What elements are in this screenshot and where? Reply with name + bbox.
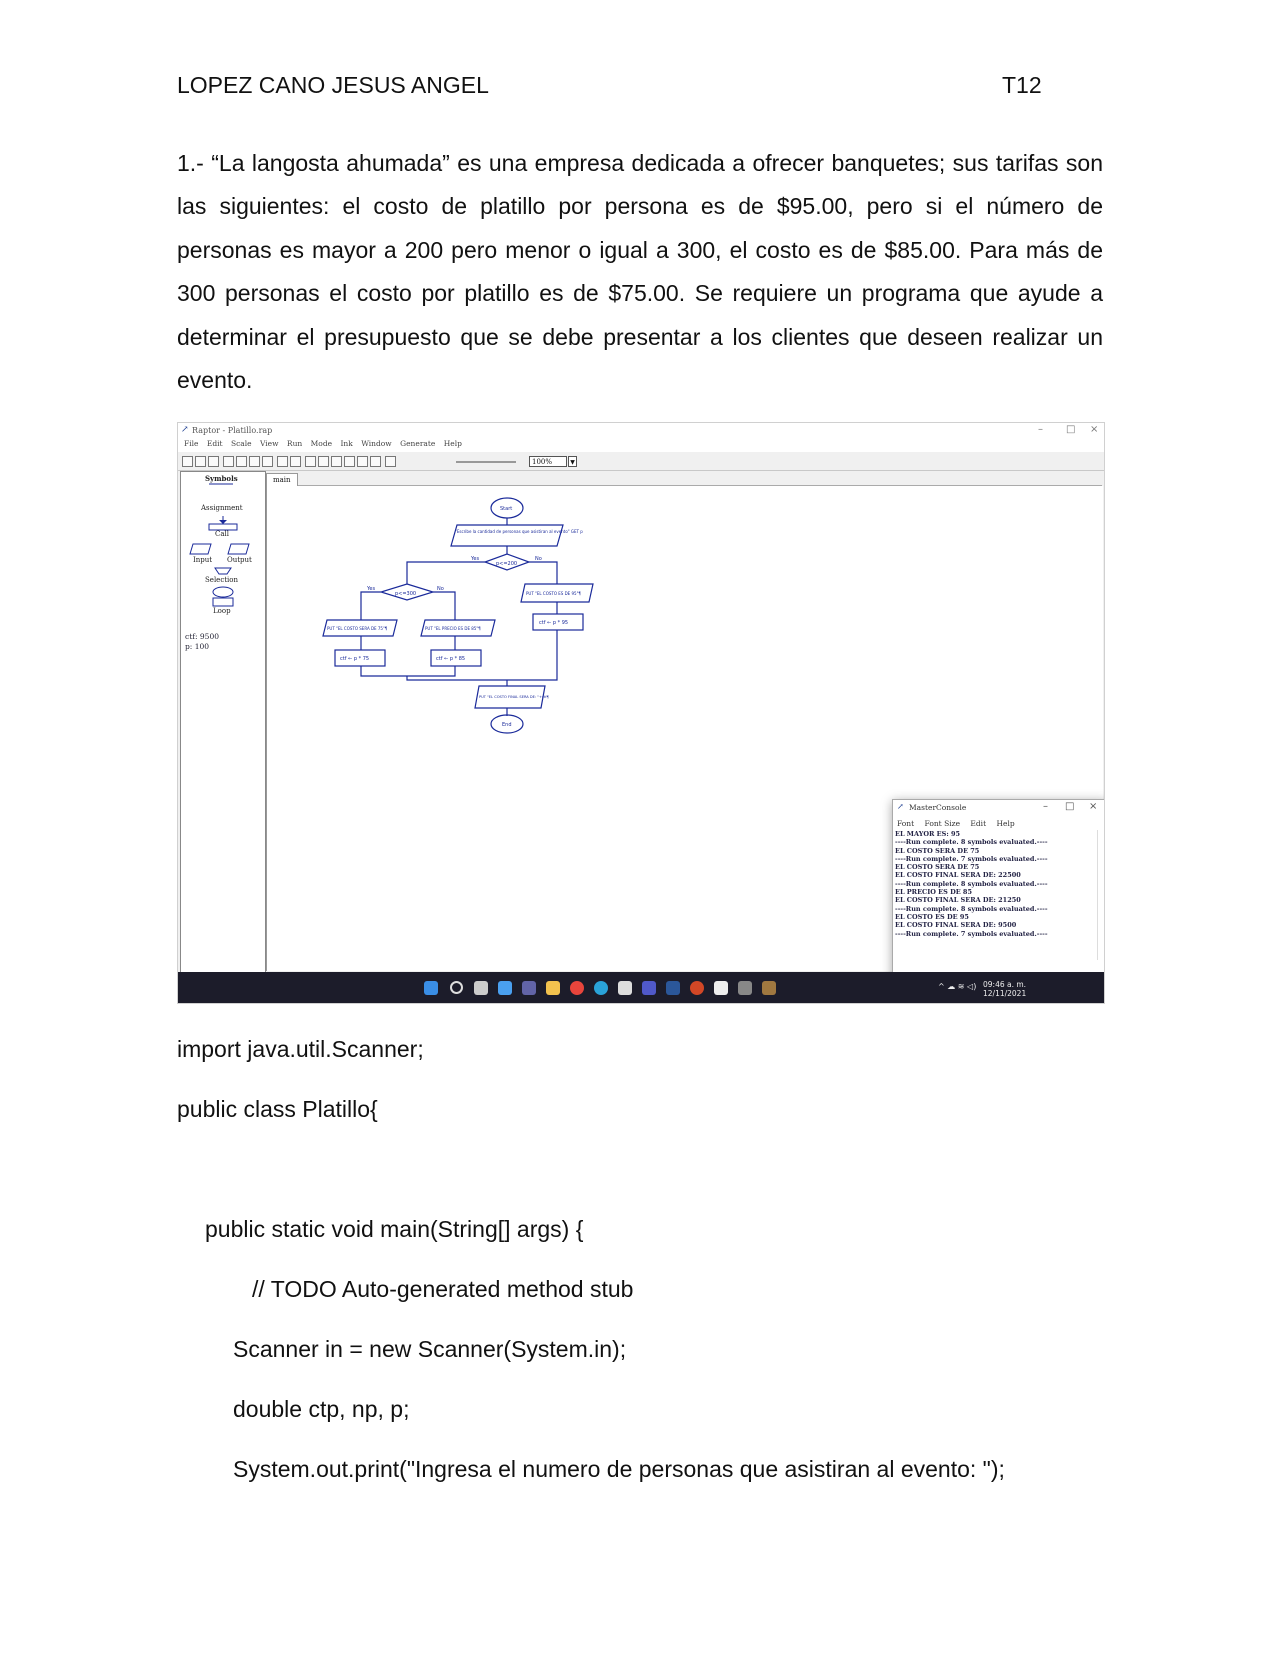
out-75-label: PUT "EL COSTO SERA DE 75"¶ (327, 626, 388, 631)
stop-icon[interactable] (344, 456, 355, 467)
symbols-title: Symbols (205, 474, 238, 483)
pause-icon[interactable] (331, 456, 342, 467)
console-line: EL MAYOR ES: 95 (895, 830, 961, 838)
code-line: System.out.print("Ingresa el numero de personas que asistiran al evento: "); (233, 1456, 1005, 1482)
raptor-taskbar-icon[interactable] (714, 981, 728, 995)
clock-time: 09:46 a. m. (983, 980, 1027, 989)
console-line: ----Run complete. 7 symbols evaluated.---- (895, 929, 1048, 938)
game-icon[interactable] (762, 981, 776, 995)
console-line: ----Run complete. 8 symbols evaluated.---- (895, 879, 1048, 888)
undo-icon[interactable] (277, 456, 288, 467)
assign-75-label: ctf ← p * 75 (340, 656, 370, 662)
task-view-icon[interactable] (474, 981, 488, 995)
console-line: EL COSTO FINAL SERA DE: 22500 (895, 871, 1021, 880)
input-label: "Escribe la cantidad de personas que asistiran al evento" GET p (455, 529, 583, 534)
menu-mode[interactable]: Mode (310, 439, 333, 448)
console-line: EL COSTO FINAL SERA DE: 21250 (895, 896, 1021, 905)
decision-2-yes: Yes (367, 586, 376, 592)
code-line: double ctp, np, p; (233, 1396, 410, 1422)
file-explorer-icon[interactable] (546, 981, 560, 995)
windows-taskbar (178, 972, 1104, 1003)
system-clock[interactable] (983, 980, 1026, 998)
decision-2-label: p<=300 (395, 591, 417, 597)
window-titlebar (178, 423, 1104, 439)
word-icon[interactable] (666, 981, 680, 995)
code-line: public class Platillo{ (177, 1096, 378, 1122)
console-line: ----Run complete. 8 symbols evaluated.---- (895, 838, 1048, 847)
clock-date: 12/11/2021 (983, 989, 1027, 998)
author-name: LOPEZ CANO JESUS ANGEL (177, 72, 489, 98)
step-back-icon[interactable] (305, 456, 316, 467)
assign-95-label: ctf ← p * 95 (539, 620, 569, 626)
call-symbol-label[interactable]: Call (215, 530, 230, 538)
selection-symbol-label[interactable]: Selection (205, 576, 239, 584)
decision-1-no: No (535, 556, 542, 562)
redo-icon[interactable] (290, 456, 301, 467)
minimize-icon[interactable]: – (1038, 424, 1043, 435)
console-output (895, 830, 1087, 960)
console-menu-font[interactable]: Font (897, 819, 915, 828)
menu-ink[interactable]: Ink (340, 439, 353, 448)
console-menu (897, 819, 1023, 828)
code-line: Scanner in = new Scanner(System.in); (233, 1336, 627, 1362)
console-menu-font-size[interactable]: Font Size (924, 819, 961, 828)
out-95-label: PUT "EL COSTO ES DE 95"¶ (526, 591, 581, 596)
zoom-select[interactable]: 100% (529, 456, 567, 467)
window-title: Raptor - Platillo.rap (192, 426, 273, 435)
cut-icon[interactable] (223, 456, 234, 467)
loop-symbol-label[interactable]: Loop (213, 607, 231, 615)
menu-edit[interactable]: Edit (206, 439, 223, 448)
console-maximize-icon[interactable]: □ (1065, 801, 1075, 812)
code-line: import java.util.Scanner; (177, 1036, 424, 1062)
pen-icon[interactable] (385, 456, 396, 467)
tab-main[interactable]: main (266, 473, 298, 487)
chevron-down-icon[interactable]: ▼ (568, 456, 577, 467)
console-scrollbar[interactable] (1097, 830, 1105, 960)
store-icon[interactable] (618, 981, 632, 995)
raptor-screenshot (177, 422, 1105, 1004)
assignment-symbol-label[interactable]: Assignment (201, 504, 243, 512)
play-icon[interactable] (318, 456, 329, 467)
console-title: MasterConsole (909, 803, 967, 812)
widgets-icon[interactable] (498, 981, 512, 995)
console-line: ----Run complete. 7 symbols evaluated.---- (895, 854, 1048, 863)
problem-statement: 1.- “La langosta ahumada” es una empresa dedicada a ofrecer banquetes; sus tarifas son las siguientes: el costo de platillo por persona es de $95.00, pero si el número de personas es mayor a 200 pero menor o igual a 300, el costo es de $85.00. Para más de 300 personas el costo por platillo es de $75.00. Se requiere un programa que ayude a determinar el presupuesto que se debe presentar a los clientes que deseen realizar un evento. (177, 150, 1103, 394)
console-line: EL PRECIO ES DE 85 (895, 888, 972, 897)
open-file-icon[interactable] (195, 456, 206, 467)
symbols-panel (180, 471, 266, 973)
new-file-icon[interactable] (182, 456, 193, 467)
console-menu-help[interactable]: Help (996, 819, 1015, 828)
console-line: EL COSTO FINAL SERA DE: 9500 (895, 921, 1017, 930)
start-label: Start (500, 506, 513, 512)
master-console (892, 799, 1105, 995)
raptor-console-icon: ↗ (897, 802, 904, 811)
toolbar (178, 453, 1104, 471)
search-icon[interactable] (450, 981, 463, 994)
step-icon[interactable] (357, 456, 368, 467)
step-into-icon[interactable] (370, 456, 381, 467)
chrome-icon[interactable] (570, 981, 584, 995)
print-icon[interactable] (262, 456, 273, 467)
variable-ctf: ctf: 9500 (185, 632, 219, 641)
tab-strip (266, 471, 1102, 486)
end-label: End (502, 722, 512, 728)
menu-scale[interactable]: Scale (230, 439, 252, 448)
menu-run[interactable]: Run (286, 439, 303, 448)
tray-icons[interactable]: ^ ☁ ≋ ◁) (938, 982, 977, 991)
out-85-label: PUT "EL PRECIO ES DE 85"¶ (425, 626, 481, 631)
close-icon[interactable]: × (1090, 424, 1099, 435)
input-symbol-label[interactable]: Input (193, 556, 213, 564)
teams-icon[interactable] (642, 981, 656, 995)
console-minimize-icon[interactable]: – (1043, 801, 1048, 812)
variable-p: p: 100 (185, 642, 210, 651)
decision-1-label: p<=200 (496, 561, 518, 567)
symbol-shapes (181, 472, 265, 622)
decision-2-no: No (437, 586, 444, 592)
menu-file[interactable]: File (184, 439, 199, 448)
menu-help[interactable]: Help (443, 439, 462, 448)
menu-bar (178, 439, 1104, 452)
powerpoint-icon[interactable] (690, 981, 704, 995)
app-icon[interactable] (738, 981, 752, 995)
menu-generate[interactable]: Generate (400, 439, 436, 448)
console-menu-edit[interactable]: Edit (970, 819, 987, 828)
out-final-label: PUT "EL COSTO FINAL SERA DE: "+ctf¶ (479, 695, 549, 699)
copy-icon[interactable] (236, 456, 247, 467)
menu-view[interactable]: View (259, 439, 279, 448)
chat-icon[interactable] (522, 981, 536, 995)
menu-window[interactable]: Window (361, 439, 392, 448)
save-icon[interactable] (208, 456, 219, 467)
console-line: EL COSTO SERA DE 75 (895, 846, 980, 855)
console-close-icon[interactable]: × (1089, 801, 1098, 812)
raptor-app-icon: ↗ (181, 425, 189, 435)
assignment-code: T12 (1002, 72, 1042, 98)
console-line: EL COSTO SERA DE 75 (895, 863, 980, 872)
windows-start-icon[interactable] (424, 981, 438, 995)
speed-slider[interactable] (456, 461, 516, 463)
paste-icon[interactable] (249, 456, 260, 467)
output-symbol-label[interactable]: Output (227, 556, 252, 564)
flowchart-canvas (266, 486, 1103, 971)
decision-1-yes: Yes (471, 556, 480, 562)
maximize-icon[interactable]: □ (1066, 424, 1076, 435)
code-line: public static void main(String[] args) { (205, 1216, 584, 1242)
console-line: ----Run complete. 8 symbols evaluated.---- (895, 904, 1048, 913)
edge-icon[interactable] (594, 981, 608, 995)
assign-85-label: ctf ← p * 85 (436, 656, 466, 662)
code-line: // TODO Auto-generated method stub (252, 1276, 634, 1302)
variables-list (185, 632, 219, 652)
console-line: EL COSTO ES DE 95 (895, 912, 969, 921)
